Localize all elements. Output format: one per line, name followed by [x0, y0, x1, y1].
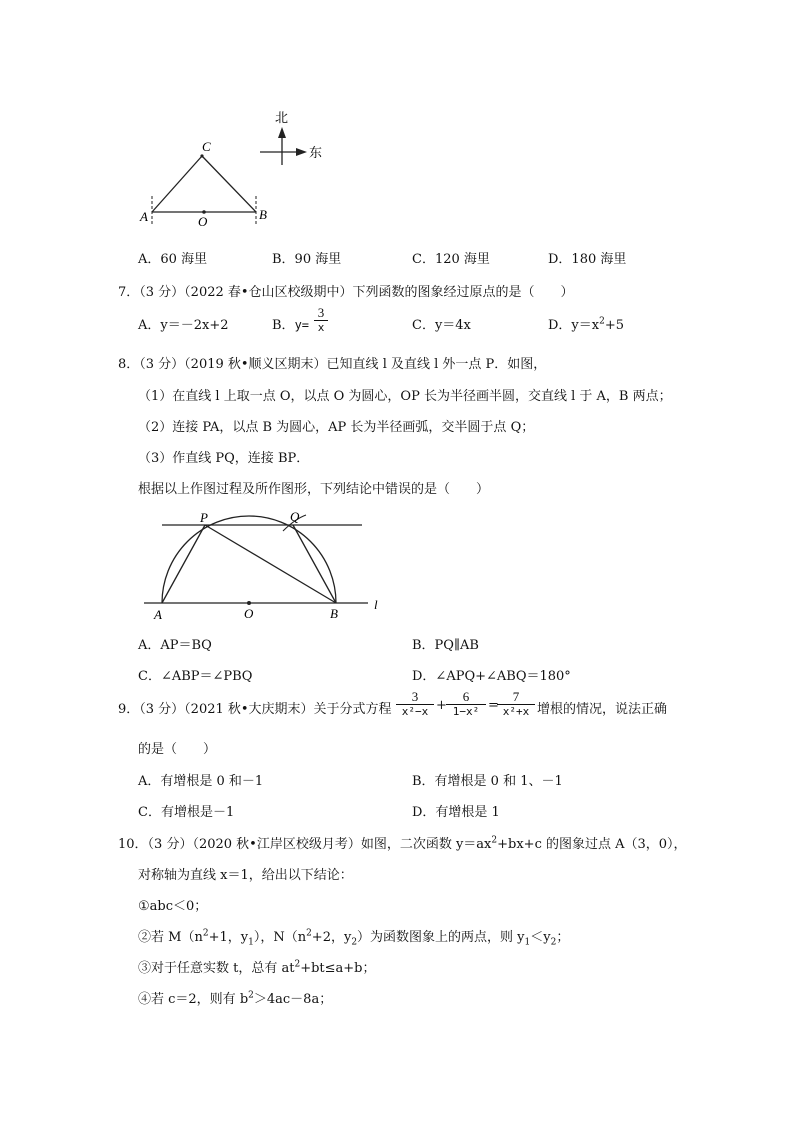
q7-stem: 7．（3 分）（2022 春•仓山区校级期中）下列函数的图象经过原点的是（ ）: [118, 285, 574, 300]
point-o-dot: [247, 601, 251, 605]
figure-q8-semicircle: [140, 505, 390, 625]
q10-stem-line2: 对称轴为直线 x＝1，给出以下结论：: [138, 868, 353, 883]
q9-f3-denominator: x²+x: [502, 705, 530, 718]
q10-conclusion-2: [138, 926, 570, 948]
q10-c4-part-a: ④若 c＝2，则有 b: [138, 992, 249, 1007]
q9-stem-line2: 的是（ ）: [138, 742, 217, 757]
q8-step-2: （2）连接 PA，以点 B 为圆心，AP 长为半径画弧，交半圆于点 Q；: [138, 420, 535, 435]
q10-c2-sub-1: 1: [248, 937, 254, 948]
q10-c2-sub-2: 2: [351, 937, 358, 948]
q7-option-a[interactable]: A．y＝－2x+2: [138, 318, 229, 333]
q9-fraction-1: [396, 690, 434, 719]
q10-stem: [118, 833, 687, 852]
q10-c4-sup: 2: [248, 990, 254, 1001]
compass-east-label: 东: [309, 146, 323, 161]
q9-f1-numerator: 3: [411, 689, 419, 704]
q10-conclusion-4: [138, 988, 332, 1007]
q6-option-d[interactable]: D．180 海里: [548, 252, 627, 267]
q8-option-b[interactable]: B．PQ∥AB: [412, 638, 479, 653]
compass-north-arrowhead: [278, 127, 286, 138]
q7-option-b-y: y=: [294, 318, 310, 332]
q9-equals: =: [488, 698, 499, 713]
compass-north-label: 北: [275, 111, 289, 126]
label-b: B: [259, 207, 267, 222]
q10-stem-exponent: 2: [491, 835, 498, 846]
q8-option-a[interactable]: A．AP＝BQ: [138, 638, 212, 653]
q7-option-d-suffix: +5: [604, 318, 625, 333]
q10-c2-part-e: ）为函数图象上的两点，则 y: [357, 930, 525, 945]
semicircle-arc: [162, 516, 336, 603]
q9-option-a[interactable]: A．有增根是 0 和－1: [138, 774, 264, 789]
q10-c2-part-c: ），N（n: [253, 930, 307, 945]
q10-c2-sub-3: 1: [524, 937, 531, 948]
q9-option-c[interactable]: C．有增根是－1: [138, 805, 235, 820]
q9-f2-numerator: 6: [462, 689, 470, 704]
compass-east-arrowhead: [296, 148, 307, 156]
point-c-dot: [200, 154, 203, 157]
label-b: B: [330, 606, 338, 621]
q8-stem: 8．（3 分）（2019 秋•顺义区期末）已知直线 l 及直线 l 外一点 P．如图，: [118, 357, 547, 372]
q7-option-b[interactable]: [272, 314, 309, 333]
q9-f2-denominator: 1−x²: [452, 705, 480, 718]
q7-option-d-text: D．y＝x: [548, 318, 600, 333]
q10-c2-sup-1: 2: [202, 928, 209, 939]
q7-option-d-exponent: 2: [599, 316, 605, 327]
q9-option-b[interactable]: B．有增根是 0 和 1、－1: [412, 774, 563, 789]
figure-q6-triangle: [130, 100, 340, 230]
q10-c2-part-b: +1，y: [208, 930, 249, 945]
q10-c4-part-b: ＞4ac－8a；: [253, 992, 333, 1007]
q10-c2-part-a: ②若 M（n: [138, 930, 203, 945]
label-o: O: [198, 214, 208, 229]
triangle-side-cb: [202, 156, 256, 212]
segment-qb: [293, 525, 336, 603]
q8-option-c[interactable]: C．∠ABP＝∠PBQ: [138, 669, 253, 684]
q8-option-d[interactable]: D．∠APQ+∠ABQ＝180°: [412, 669, 571, 684]
q7-option-b-fraction: [314, 306, 328, 335]
label-p: P: [200, 510, 208, 525]
label-a: A: [154, 607, 162, 622]
q10-c2-part-g: ；: [556, 930, 570, 945]
q10-c3-sup: 2: [294, 959, 301, 970]
q10-c3-part-a: ③对于任意实数 t，总有 at: [138, 961, 295, 976]
q6-option-c[interactable]: C．120 海里: [412, 252, 490, 267]
q7-option-b-label: B．: [272, 318, 295, 333]
q9-option-d[interactable]: D．有增根是 1: [412, 805, 500, 820]
segment-pa: [162, 525, 205, 603]
q10-c2-part-d: +2，y: [311, 930, 352, 945]
q9-stem-prefix: 9．（3 分）（2021 秋•大庆期末）关于分式方程: [118, 702, 392, 717]
q7-b-numerator: 3: [317, 305, 325, 320]
label-a: A: [140, 209, 148, 224]
q6-option-b[interactable]: B．90 海里: [272, 252, 342, 267]
q8-question: 根据以上作图过程及所作图形，下列结论中错误的是（ ）: [138, 482, 490, 497]
q7-b-denominator: x: [317, 321, 325, 334]
q9-f3-numerator: 7: [512, 689, 520, 704]
q9-plus: +: [436, 698, 447, 713]
q10-c2-sup-2: 2: [306, 928, 312, 939]
label-q: Q: [290, 509, 300, 524]
q10-c2-sub-4: 2: [550, 937, 557, 948]
q9-fraction-2: [446, 690, 486, 719]
segment-pb: [205, 525, 336, 603]
q9-stem-suffix: 增根的情况，说法正确: [537, 702, 668, 717]
label-l: l: [374, 597, 378, 612]
q8-step-3: （3）作直线 PQ，连接 BP．: [138, 451, 310, 466]
q10-conclusion-3: [138, 957, 376, 976]
q9-fraction-3: [497, 690, 535, 719]
triangle-side-ac: [152, 156, 202, 212]
q6-option-a[interactable]: A．60 海里: [138, 252, 208, 267]
q10-stem-suffix: +bx+c 的图象过点 A（3，0），: [497, 837, 687, 852]
q8-step-1: （1）在直线 l 上取一点 O，以点 O 为圆心，OP 长为半径画半圆，交直线 l 于 A，B 两点；: [138, 389, 672, 404]
q10-c2-part-f: ＜y: [530, 930, 551, 945]
q7-option-c[interactable]: C．y＝4x: [412, 318, 471, 333]
label-o: O: [244, 606, 254, 621]
q10-stem-prefix: 10．（3 分）（2020 秋•江岸区校级月考）如图，二次函数 y＝ax: [118, 837, 492, 852]
q7-option-d[interactable]: [548, 314, 624, 333]
q10-c3-part-b: +bt≤a+b；: [300, 961, 376, 976]
label-c: C: [202, 139, 211, 154]
q9-f1-denominator: x²−x: [401, 705, 429, 718]
q10-conclusion-1: ①abc＜0；: [138, 899, 208, 914]
